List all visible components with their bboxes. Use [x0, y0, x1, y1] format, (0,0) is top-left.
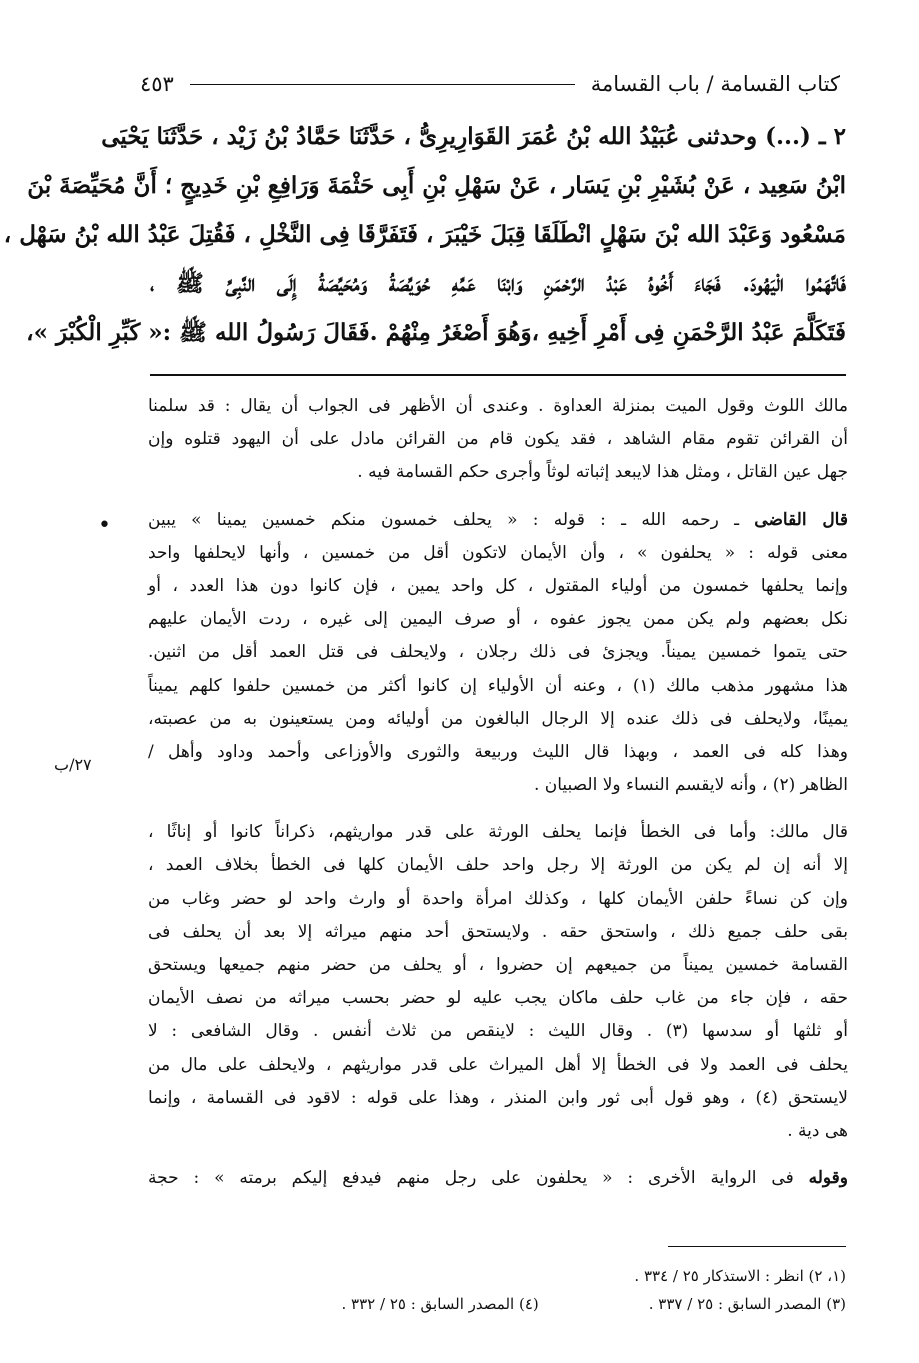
running-header: [140, 64, 840, 104]
text-line: القسامة خمسين يميناً من جميعهم إن حضروا ، أو يحلف من حضر منهم جميعها ويستحق: [148, 955, 848, 975]
text-line: قال مالك: وأما فى الخطأ فإنما يحلف الورثة على قدر مواريثهم، ذكراناً كانوا أو إناثًا ،: [148, 822, 848, 843]
text-line: أن القرائن تقوم مقام الشاهد ، فقد يكون قام من القرائن مادل على أن اليهود قتلوه وإن: [148, 429, 848, 450]
hadith-line: ابْنُ سَعِيد ، عَنْ بُشَيْرِ بْنِ يَسَار ، عَنْ سَهْلِ بْنِ أَبِى حَثْمَةَ وَرَافِعِ بْنِ خَدِيجٍ ؛ أَنَّ مُحَيِّصَةَ بْنَ: [27, 172, 846, 199]
text-line-body: ـ رحمه الله ـ : قوله : « يحلف خمسون منكم خمسين يمينا » يبين: [148, 509, 740, 530]
text-line: معنى قوله : « يحلفون » ، وأن الأيمان لاتكون أقل من خمسين ، وأنها لايحلفها واحد: [148, 542, 848, 563]
text-line: مالك اللوث وقول الميت بمنزلة العداوة . وعندى أن الأظهر فى الجواب أن يقال : قد سلمنا: [148, 396, 848, 416]
text-line: جهل عين القاتل ، ومثل هذا لايبعد إثباته لوثاً وأجرى حكم القسامة فيه .: [357, 462, 848, 483]
page-number: ٤٥٣: [140, 72, 174, 96]
text-line: الظاهر (٢) ، وأنه لايقسم النساء ولا الصبيان .: [533, 775, 848, 796]
commentary-paragraph: [148, 390, 848, 490]
text-line: وهذا كله فى العمد ، وبهذا قال الليث وربيعة والثورى والأوزاعى وأحمد وداود وأهل /: [148, 741, 848, 762]
hadith-text: [3, 112, 846, 357]
text-line: هى دية .: [787, 1120, 848, 1141]
text-line: بقى حلف جميع ذلك ، واستحق حقه . ولايستحق أحد منهم ميراثه إلا بعد أن يحلف فى: [148, 921, 848, 942]
text-line: إلا أنه إن لم يكن من الورثة إلا رجل واحد حلف الأيمان كلها فى الخطأ بخلاف العمد ،: [148, 855, 848, 876]
paragraph-lead: وقوله: [808, 1168, 848, 1189]
text-line: يحلف فى العمد ولا فى الخطأ إلا أهل الميراث على قدر مواريثهم ، ولايحلف على مال من: [148, 1054, 848, 1075]
paragraph-lead: قال القاضى: [754, 509, 848, 530]
hadith-line: مَسْعُود وَعَبْدَ الله بْنَ سَهْلٍ انْطَلَقَا قِبَلَ خَيْبَرَ ، فَتَفَرَّقَا فِى النَّخْلِ ، فَقُتِلَ عَبْدُ الله بْنُ سَهْل ،: [3, 221, 846, 248]
chapter-title: كتاب القسامة / باب القسامة: [590, 72, 840, 96]
text-line: وإنما يحلفها خمسون من أولياء المقتول ، كل واحد يمين ، فإن كانوا دون هذا العدد ، أو: [148, 575, 848, 596]
footnote-rule: [668, 1246, 846, 1247]
footnote-row: [150, 1262, 846, 1290]
text-line: نكل بعضهم ولم يكن ممن يجوز عفوه ، أو صرف اليمين إلى غيره ، ردت الأيمان عليهم: [148, 609, 848, 630]
commentary: [148, 390, 848, 1201]
manuscript-folio-note: ٢٧/ب: [54, 755, 92, 774]
text-line: هذا مشهور مذهب مالك (١) ، وعنه أن الأولياء إن كانوا أكثر من خمسين حلفوا كلهم يميناً: [148, 675, 849, 696]
text-line: [148, 1162, 848, 1195]
footnote: (١، ٢) انظر : الاستذكار ٢٥ / ٣٣٤ .: [634, 1267, 846, 1285]
footnote: (٣) المصدر السابق : ٢٥ / ٣٣٧ .: [648, 1295, 846, 1313]
text-line: حقه ، فإن جاء من غاب حلف ماكان يجب عليه لو حضر بحسب ميراثه من نصف الأيمان: [148, 988, 848, 1009]
text-line: لايستحق (٤) ، وهو قول أبى ثور وابن المنذر ، وهذا على قوله : لاقود فى القسامة ، وإنما: [148, 1087, 848, 1108]
text-line: أو ثلثها أو سدسها (٣) . وقال الليث : لاينقص من ثلاث أنفس . وقال الشافعى : لا: [148, 1021, 848, 1042]
commentary-paragraph: [148, 1162, 848, 1195]
header-rule: [190, 84, 575, 85]
text-line: يمينًا، ولايحلف فى ذلك عنده إلا الرجال البالغون من أوليائه ومن يستعينون به من عصبته،: [148, 708, 848, 729]
text-line-body: فى الرواية الأخرى : « يحلفون على رجل منهم فيدفع إليكم برمته » : حجة: [148, 1168, 794, 1189]
text-line: [148, 504, 848, 537]
footnote-row: [150, 1290, 846, 1318]
footnote: (٤) المصدر السابق : ٢٥ / ٣٣٢ .: [341, 1295, 539, 1313]
text-line: حتى يتموا خمسين يميناً. ويجزئ فى ذلك رجلان ، ولايحلف فى قتل العمد أقل من اثنين.: [148, 642, 848, 663]
section-divider: [150, 374, 846, 376]
footnotes: [150, 1262, 846, 1318]
hadith-line: فَتَكَلَّمَ عَبْدُ الرَّحْمَنِ فِى أَمْرِ أَخِيهِ ،وَهُوَ أَصْغَرُ مِنْهُمْ .فَقَالَ رَسُولُ الله ﷺ :« كَبِّرِ الْكُبْرَ »،: [26, 319, 846, 346]
commentary-paragraph: [148, 504, 848, 803]
text-line: وإن كن نساءً حلفن الأيمان كلها ، وكذلك امرأة واحدة أو وارث واحد لو حضر وغاب من: [148, 888, 848, 909]
commentary-paragraph: [148, 816, 848, 1148]
hadith-line: ٢ ـ (...) وحدثنى عُبَيْدُ الله بْنُ عُمَرَ القَوَارِيرِىُّ ، حَدَّثَنَا حَمَّادُ بْنُ زَيْد ، حَدَّثَنَا يَحْيَى: [101, 123, 846, 150]
hadith-line: فَاتَّهَمُوا الْيَهُودَ. فَجَاءَ أَخُوهُ عَبْدُ الرَّحْمَنِ وَابْنَا عَمِّهِ حُوَيِّصَةُ وَمُحَيِّصَةُ إِلَى النَّبِىِّ ﷺ ،: [150, 270, 846, 297]
margin-mark: •: [98, 513, 111, 538]
